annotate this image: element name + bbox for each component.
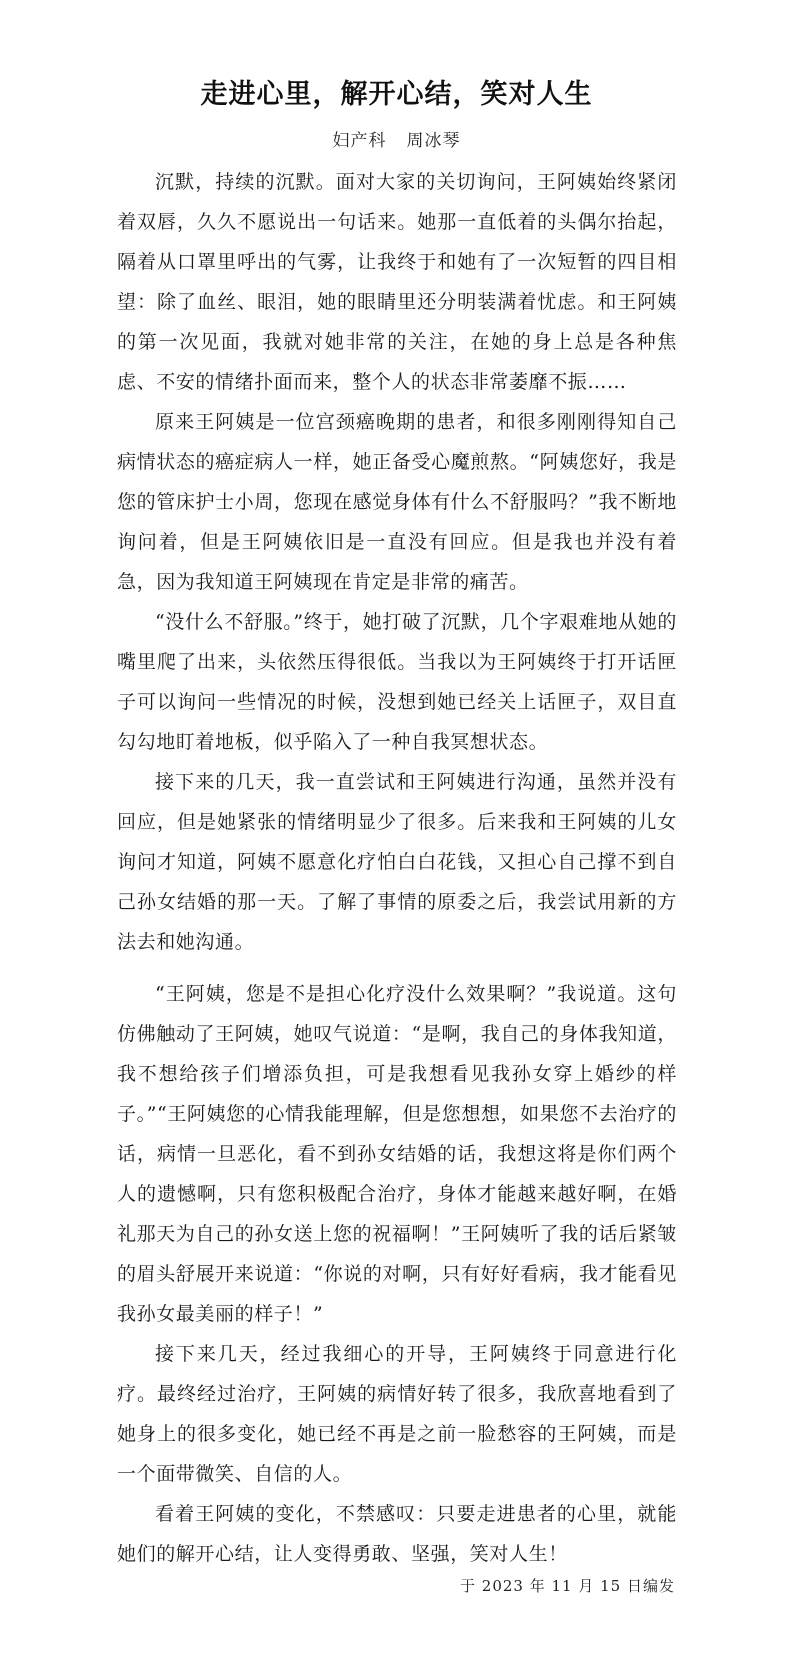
article-body: [117, 162, 677, 1574]
paragraph: “没什么不舒服。”终于，她打破了沉默，几个字艰难地从她的嘴里爬了出来，头依然压得很低。当我以为王阿姨终于打开话匣子可以询问一些情况的时候，没想到她已经关上话匣子，双目直勾勾地盯着地板，似乎陷入了一种自我冥想状态。: [117, 611, 677, 753]
paragraph: 接下来的几天，我一直尝试和王阿姨进行沟通，虽然并没有回应，但是她紧张的情绪明显少了很多。后来我和王阿姨的儿女询问才知道，阿姨不愿意化疗怕白白花钱，又担心自己撑不到自己孙女结婚的那一天。了解了事情的原委之后，我尝试用新的方法去和她沟通。: [117, 771, 677, 953]
department: 妇产科: [332, 131, 387, 151]
paragraph: “王阿姨，您是不是担心化疗没什么效果啊？”我说道。这句仿佛触动了王阿姨，她叹气说道：“是啊，我自己的身体我知道，我不想给孩子们增添负担，可是我想看见我孙女穿上婚纱的样子。”“王阿姨您的心情我能理解，但是您想想，如果您不去治疗的话，病情一旦恶化，看不到孙女结婚的话，我想这将是你们两个人的遗憾啊，只有您积极配合治疗，身体才能越来越好啊，在婚礼那天为自己的孙女送上您的祝福啊！”王阿姨听了我的话后紧皱的眉头舒展开来说道：“你说的对啊，只有好好看病，我才能看见我孙女最美丽的样子！”: [117, 983, 677, 1325]
publish-date: 于 2023 年 11 月 15 日编发: [460, 1577, 675, 1595]
article-title: 走进心里，解开心结，笑对人生: [200, 79, 593, 110]
paragraph: 原来王阿姨是一位宫颈癌晚期的患者，和很多刚刚得知自己病情状态的癌症病人一样，她正备受心魔煎熬。“阿姨您好，我是您的管床护士小周，您现在感觉身体有什么不舒服吗？”我不断地询问着，但是王阿姨依旧是一直没有回应。但是我也并没有着急，因为我知道王阿姨现在肯定是非常的痛苦。: [117, 411, 677, 593]
paragraph: 接下来几天，经过我细心的开导，王阿姨终于同意进行化疗。最终经过治疗，王阿姨的病情好转了很多，我欣喜地看到了她身上的很多变化，她已经不再是之前一脸愁容的王阿姨，而是一个面带微笑、自信的人。: [117, 1343, 677, 1485]
paragraph: 看着王阿姨的变化，不禁感叹：只要走进患者的心里，就能她们的解开心结，让人变得勇敢、坚强，笑对人生！: [117, 1503, 677, 1565]
author: 周冰琴: [406, 131, 461, 151]
paragraph: 沉默，持续的沉默。面对大家的关切询问，王阿姨始终紧闭着双唇，久久不愿说出一句话来。她那一直低着的头偶尔抬起，隔着从口罩里呼出的气雾，让我终于和她有了一次短暂的四目相望：除了血丝、眼泪，她的眼睛里还分明装满着忧虑。和王阿姨的第一次见面，我就对她非常的关注，在她的身上总是各种焦虑、不安的情绪扑面而来，整个人的状态非常萎靡不振……: [117, 171, 677, 393]
byline: [0, 126, 793, 151]
